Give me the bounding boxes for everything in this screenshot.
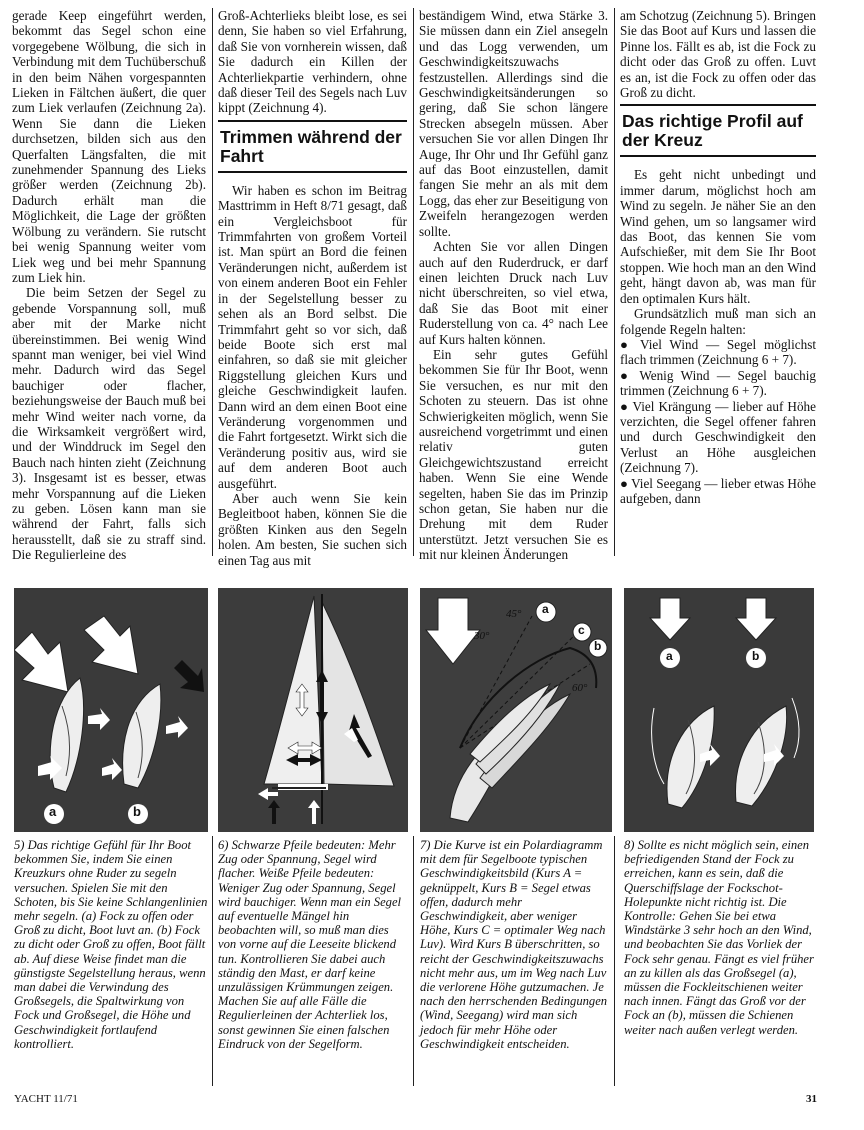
bullet-item: ● Viel Seegang — lieber etwas Höhe aufgeben, dann	[620, 475, 816, 506]
page-number: 31	[806, 1093, 817, 1105]
section-heading: Trimmen während der Fahrt	[218, 120, 407, 173]
figure-5-illustration	[14, 588, 208, 832]
column-rule	[212, 836, 213, 1086]
paragraph: Grundsätzlich muß man sich an folgende Regeln halten:	[620, 306, 816, 337]
footer-issue: YACHT 11/71	[14, 1093, 78, 1105]
paragraph: Wir haben es schon im Beitrag Masttrimm in Heft 8/71 gesagt, daß ein Vergleichsboot für Trimmfahrten von großem Vorteil ist. Man spürt an Bord die feinen Veränderungen nicht, außerdem ist von einem anderen Boot ein Fehler in der Segelstellung besser zu sehen als an Bord selbst. Die Trimmfahrt geht so vor sich, daß beide Boote sich erst mal einfahren, so daß sie mit gleicher Riggstellung gleichen Kurs und gleiche Geschwindigkeit laufen. Dann wird an dem einen Boot eine Veränderung vorgenommen und die Fahrt fortgesetzt. Wirkt sich die Veränderung positiv aus, wird sie auf dem anderen Boot auch ausgeführt.	[218, 182, 407, 491]
label-b: b	[594, 639, 602, 653]
paragraph: Ein sehr gutes Gefühl bekommen Sie für Ihr Boot, wenn Sie versuchen, es nur mit den Schoten zu steuern. Das ist ohne Schwierigkeiten möglich, wenn Sie ausreichend vorgetrimmt und einen relativ guten Gleichgewichtszustand erreicht haben. Wenn Sie eine Wende segelten, haben Sie das im Prinzip schon getan, Sie haben nur die Drehung mit dem Ruder unterstützt. Jetzt versuchen Sie es mit nur kleinen Änderungen	[419, 346, 608, 563]
label-c: c	[578, 623, 585, 637]
section-heading: Das richtige Profil auf der Kreuz	[620, 104, 816, 157]
figure-8-illustration	[624, 588, 814, 832]
paragraph: Aber auch wenn Sie kein Begleitboot haben, können Sie die größten Kinken aus den Segeln holen. Am besten, Sie suchen sich einen Tag aus mit	[218, 490, 407, 568]
label-b: b	[752, 649, 760, 663]
text-column-3	[419, 8, 608, 563]
paragraph: Die beim Setzen der Segel zu gebende Vorspannung soll, muß aber mit der Marke nicht übereinstimmen. Bei wenig Wind spannt man weniger, bei viel Wind mehr. Dadurch wird das Segel bauchiger oder flacher, beziehungsweise der Bauch muß bei mehr Wind weiter nach vorne, da die Wirksamkeit vergrößert wird, und der Winddruck im Segel den Bauch nach hinten zieht (Zeichnung 3). Insgesamt ist es besser, etwas mehr Vorspannung auf die Lieken zu geben. Lösen kann man sie während der Fahrt, falls sich herausstellt, daß sie zu straff sind. Die Regulierleine des	[12, 285, 206, 563]
label-a: a	[49, 804, 57, 819]
caption-figure-8: 8) Sollte es nicht möglich sein, einen befriedigenden Stand der Fock zu erreichen, kann es sein, daß die Querschiffslage der Fockschot-Holepunkte nicht richtig ist. Die Kontrolle: Gehen Sie bei etwa Windstärke 3 sehr hoch an den Wind, und beobachten Sie das Vorliek der Fock sehr genau. Fängt es viel früher an zu killen als das Großsegel (a), müssen die Fockleitschienen weiter nach innen. Fängt das Groß vor der Fock an (b), müssen die Schienen weiter nach außen verlegt werden.	[624, 838, 814, 1037]
angle-label: 45°	[506, 608, 522, 620]
column-rule	[614, 8, 615, 556]
text-column-2	[218, 8, 407, 568]
label-a: a	[666, 649, 673, 663]
paragraph: am Schotzug (Zeichnung 5). Bringen Sie das Boot auf Kurs und lassen die Pinne los. Fällt es ab, ist die Fock zu dicht oder das Groß zu offen. Luvt es an, ist die Fock zu offen oder das Groß zu dicht.	[620, 8, 816, 101]
caption-figure-6: 6) Schwarze Pfeile bedeuten: Mehr Zug oder Spannung, Segel wird flacher. Weiße Pfeile bedeuten: Weniger Zug oder Spannung, Segel wird bauchiger. Wenn man ein Segel auf eventuelle Mängel hin beobachten will, so muß man dies von vorne auf die Leeseite blickend tun. Kontrollieren Sie dabei auch ständig den Mast, er darf keine unzulässigen Krümmungen zeigen. Machen Sie auf alle Fälle die Regulierleinen der Achterliek los, sonst gewinnen Sie einen falschen Eindruck von der Segelform.	[218, 838, 402, 1051]
paragraph: Es geht nicht unbedingt und immer darum, möglichst hoch am Wind zu segeln. Je näher Sie an den Wind gehen, um so langsamer wird das Boot, das kennen Sie vom Aufschießer, mit dem Sie Ihr Boot stoppen. Wie hoch man an den Wind geht, hängt davon ab, was man für den optimalen Kurs hält.	[620, 167, 816, 306]
figure-7-polar-diagram	[420, 588, 612, 832]
angle-label: 60°	[572, 682, 588, 694]
column-rule	[614, 836, 615, 1086]
column-rule	[413, 836, 414, 1086]
label-a: a	[542, 602, 549, 616]
caption-figure-5: 5) Das richtige Gefühl für Ihr Boot bekommen Sie, indem Sie einen Kreuzkurs ohne Ruder zu segeln versuchen. Spielen Sie mit den Schoten, bis Sie keine Schlangenlinien mehr segeln. (a) Fock zu offen oder Groß zu dicht, Boot luvt an. (b) Fock zu dicht oder Groß zu offen, Boot fällt ab. Auf diese Weise findet man die günstigste Segelstellung heraus, wenn man dabei die Verwindung des Großsegels, die Spaltwirkung von Fock und Großsegel, die Höhe und Geschwindigkeit fortlaufend kontrolliert.	[14, 838, 208, 1051]
bullet-item: ● Viel Krängung — lieber auf Höhe verzichten, die Segel offener fahren und durch Geschwindigkeit den Verlust an Höhe ausgleichen (Zeichnung 7).	[620, 398, 816, 476]
label-b: b	[133, 804, 141, 819]
column-rule	[212, 8, 213, 556]
angle-label: 30°	[474, 630, 490, 642]
paragraph: gerade Keep eingeführt werden, bekommt das Segel schon eine vorgegebene Wölbung, die sich in Verbindung mit dem Tuchüberschuß in den beim Nähen vorgespannten Lieken in Fältchen äußert, die quer zum Liek verlaufen (Zeichnung 2a). Wenn Sie dann die Lieken durchsetzen, bilden sich aus den Querfalten Längsfalten, die mit zunehmender Spannung des Lieks größer werden (Zeichnung 2b). Dadurch erhält man die Möglichkeit, die Lage der größten Wölbung zu verändern. Sie rutscht bei wenig Spannung weiter vom Liek weg und bei mehr Spannung zum Liek hin.	[12, 8, 206, 285]
bullet-item: ● Viel Wind — Segel möglichst flach trimmen (Zeichnung 6 + 7).	[620, 336, 816, 368]
text-column-4	[620, 8, 816, 506]
paragraph: Groß-Achterlieks bleibt lose, es sei denn, Sie haben so viel Erfahrung, daß Sie von vornherein wissen, daß Sie dadurch ein Killen der Achterliekpartie verhindern, ohne daß dieser Teil des Segels nach Luv kippt (Zeichnung 4).	[218, 8, 407, 116]
column-rule	[413, 8, 414, 556]
text-column-1	[12, 8, 206, 563]
paragraph: beständigem Wind, etwa Stärke 3. Sie müssen dann ein Ziel ansegeln und das Logg verwenden, um Geschwindigkeitszuwachs festzustellen. Allerdings sind die Geschwindigkeitsänderungen so gering, daß Sie schon längere Strecken absegeln müssen. Aber versuchen Sie vor allen Dingen Ihr Auge, Ihr Ohr und Ihr Gefühl ganz auf das Boot einzustellen, damit fangen Sie mehr an als mit dem Logg, das eher zur Beseitigung von Zweifeln herangezogen werden sollte.	[419, 8, 608, 239]
caption-figure-7: 7) Die Kurve ist ein Polardiagramm mit dem für Segelboote typischen Geschwindigkeitsbild (Kurs A = geknüppelt, Kurs B = Segel etwas offen, dadurch mehr Geschwindigkeit, aber weniger Höhe, Kurs C = optimaler Weg nach Luv). Wird Kurs B überschritten, so reicht der Geschwindigkeitszuwachs nicht mehr aus, um im Weg nach Luv die verlorene Höhe gutzumachen. Je nach den herrschenden Bedingungen (Wind, Seegang) wird man sich jedoch für mehr Höhe oder Geschwindigkeit entscheiden.	[420, 838, 608, 1051]
paragraph: Achten Sie vor allen Dingen auch auf den Ruderdruck, er darf einen leichten Druck nach Luv nicht überschreiten, so viel etwa, daß Sie das Boot mit einer Ruderstellung von ca. 4° nach Lee auf Kurs halten können.	[419, 239, 608, 347]
bullet-item: ● Wenig Wind — Segel bauchig trimmen (Zeichnung 6 + 7).	[620, 367, 817, 399]
figure-6-illustration	[218, 588, 408, 832]
